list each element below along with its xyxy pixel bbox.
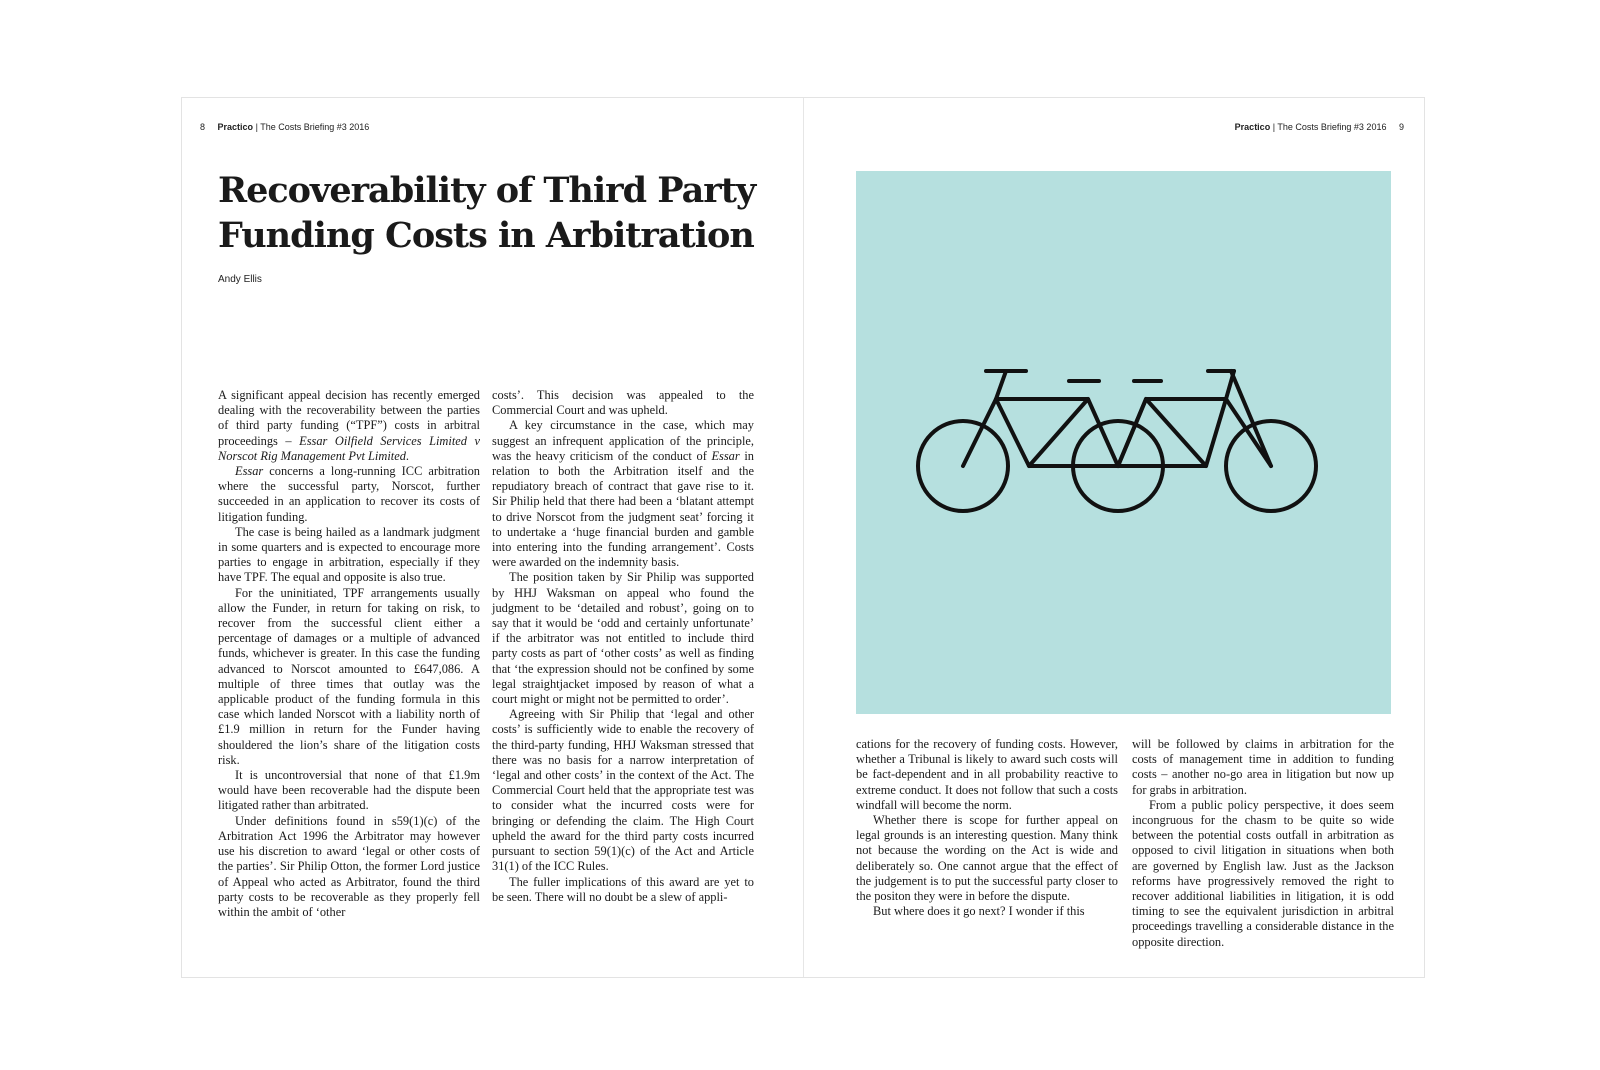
left-brand: Practico [217, 122, 254, 132]
left-issue: The Costs Briefing #3 2016 [260, 122, 370, 132]
paragraph: It is uncontroversial that none of that £1.9m would have been recoverable had the dispute been litigated rather than arbitrated. [218, 768, 480, 813]
right-page-header: Practico | The Costs Briefing #3 2016 9 [1234, 122, 1404, 132]
paragraph: will be followed by claims in arbitration for the costs of management time in addition to funding costs – another no-go area in litigation but now up for grabs in arbitration. [1132, 737, 1394, 797]
paragraph: costs’. This decision was appealed to the Commercial Court and was upheld. [492, 388, 754, 418]
magazine-spread [181, 97, 1425, 978]
paragraph: A significant appeal decision has recently emerged dealing with the recoverability between the parties of third party funding (“TPF”) costs in arbitral proceedings – Essar Oilfield Services Limited v Norscot Rig Management Pvt Limited. [218, 388, 480, 463]
bottom-frame [996, 399, 1226, 466]
text-column-4 [1132, 737, 1394, 951]
mid-tube [1118, 399, 1146, 466]
article-title-line-1: Recoverability of Third Party [218, 170, 756, 211]
article-title-line-2: Funding Costs in Arbitration [218, 215, 754, 256]
right-issue: The Costs Briefing #3 2016 [1277, 122, 1387, 132]
paragraph: The fuller implications of this award are yet to be seen. There will no doubt be a slew of appli- [492, 874, 754, 904]
paragraph: cations for the recovery of funding costs. However, whether a Tribunal is likely to award such costs will be fact-dependent and in all probability reactive to extreme conduct. It does not follow that such a costs windfall will become the norm. [856, 737, 1118, 812]
paragraph: But where does it go next? I wonder if this [873, 904, 1085, 919]
tandem-bicycle-icon [856, 171, 1391, 714]
article-title [218, 168, 778, 258]
front-down-tube [1029, 399, 1088, 466]
right-brand: Practico [1234, 122, 1271, 132]
right-page-number: 9 [1398, 122, 1404, 132]
front-stem [996, 371, 1006, 399]
paragraph: The case is being hailed as a landmark judgment in some quarters and is expected to encourage more parties to engage in arbitration, especially if they have TPF. The equal and opposite is also true. [218, 524, 480, 585]
illustration-panel [856, 171, 1391, 714]
article-author: Andy Ellis [218, 274, 262, 285]
paragraph: Essar concerns a long-running ICC arbitration where the successful party, Norscot, further succeeded in an application to recover its costs of litigation funding. [218, 464, 480, 524]
left-page-number: 8 [200, 122, 206, 132]
page-gutter [803, 98, 804, 977]
text-column-1 [218, 388, 480, 948]
left-page-header: 8 Practico | The Costs Briefing #3 2016 [200, 122, 370, 132]
paragraph: The position taken by Sir Philip was supported by HHJ Waksman on appeal who found the judgment to be ‘detailed and robust’, going on to say that it would be ‘odd and certainly unfortunate’ if the arbitrator was not entitled to include third party costs as part of ‘other costs’ as well as finding that ‘the expression should not be confined by some legal straightjacket imposed by reason of what a court might or might not be permitted to order’. [492, 570, 754, 707]
rear-down-tube [1146, 399, 1206, 466]
paragraph: Whether there is scope for further appeal on legal grounds is an interesting question. Many think not because the wording on the Act is wide and deliberately so. One cannot argue that the effect of the judgement is to put the successful party closer to the positon they were in before the dispute. [856, 813, 1118, 904]
paragraph: Agreeing with Sir Philip that ‘legal and other costs’ is sufficiently wide to enable the recovery of the third-party funding, HHJ Waksman stressed that there was no basis for a narrow interpretation of ‘legal and other costs’ in the context of the Act. The Commercial Court held that the appropriate test was to consider what the incurred costs were for bringing or defending the claim. The High Court upheld the award for the third party costs incurred pursuant to section 59(1)(c) of the Act and Article 31(1) of the ICC Rules. [492, 707, 754, 874]
paragraph: From a public policy perspective, it does seem incongruous for the chasm to be quite so wide between the potential costs outfall in arbitration as opposed to civil litigation in situations when both are governed by English law. Just as the Jackson reforms have progressively removed the right to recover additional liabilities in litigation, it is odd timing to see the equivalent jurisdiction in arbitral proceedings travelling a considerable distance in the opposite direction. [1132, 797, 1394, 949]
paragraph: Under definitions found in s59(1)(c) of the Arbitration Act 1996 the Arbitrator may however use his discretion to award ‘legal or other costs of the parties’. Sir Philip Otton, the former Lord justice of Appeal who acted as Arbitrator, found the third party costs to be recoverable as they properly fell within the ambit of ‘other [218, 813, 480, 919]
paragraph: A key circumstance in the case, which may suggest an infrequent application of the principle, was the heavy criticism of the conduct of Essar in relation to both the Arbitration itself and the repudiatory breach of contract that gave rise to it. Sir Philip held that there had been a ‘blatant attempt to drive Norscot from the judgment seat’ forcing it to undertake a ‘huge financial burden and gamble into entering into the funding arrangement’. Costs were awarded on the indemnity basis. [492, 418, 754, 570]
text-column-3 [856, 737, 1118, 951]
paragraph: For the uninitiated, TPF arrangements usually allow the Funder, in return for taking on risk, to recover from the successful client either a percentage of damages or a multiple of advanced funds, whichever is greater. In this case the funding advanced to Norscot amounted to £647,086. A multiple of three times that outlay was the applicable product of the funding formula in this case which landed Norscot with a liability north of £1.9 million in return for the Funder having shouldered the lion’s share of the litigation costs risk. [218, 585, 480, 767]
text-column-2 [492, 388, 754, 948]
